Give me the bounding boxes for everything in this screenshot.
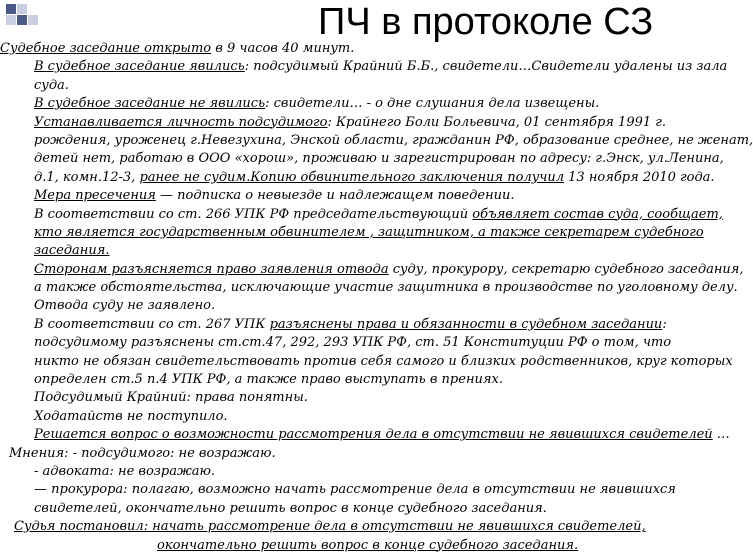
text-line [0, 279, 738, 297]
text-line [0, 206, 723, 224]
underlined-phrase: окончательно решить вопрос в конце судебного заседания. [157, 537, 579, 553]
text-span: В соответствии со ст. 267 УПК [34, 316, 270, 332]
underlined-phrase: заседания. [34, 243, 110, 259]
text-span: : свидетели… - о дне слушания дела извещены. [265, 96, 600, 112]
underlined-phrase: Судья постановил: начать рассмотрение дела в отсутствии не явившихся свидетелей, [14, 519, 646, 535]
text-line [0, 58, 728, 76]
text-span: 13 ноября 2010 года. [564, 169, 715, 185]
underlined-phrase: Мера пресечения [34, 188, 156, 204]
text-line [0, 132, 753, 150]
corner-decoration [0, 0, 60, 40]
text-span: Подсудимый Крайний: права понятны. [34, 390, 308, 406]
text-span: Отвода суду не заявлено. [34, 298, 216, 314]
text-span: Мнения: - подсудимого: не возражаю. [9, 445, 276, 461]
text-line [0, 408, 720, 426]
text-span: Ходатайств не поступило. [34, 408, 228, 424]
protocol-text [0, 40, 753, 555]
text-line [0, 224, 720, 242]
text-line [0, 187, 720, 205]
text-line [0, 426, 730, 444]
underlined-phrase: разъяснены права и обязанности в судебном заседании [269, 316, 663, 332]
text-span: суду, прокурору, секретарю судебного заседания, [388, 261, 744, 277]
underlined-phrase: Сторонам разъясняется право заявления отвода [34, 261, 389, 277]
underlined-phrase: Судебное заседание открыто [0, 41, 212, 56]
underlined-phrase: В судебное заседание не явились [34, 96, 266, 112]
text-line [0, 334, 720, 352]
text-span: : подсудимый Крайний Б.Б., свидетели…Свидетели удалены из зала [244, 59, 728, 75]
text-line [0, 389, 720, 407]
underlined-phrase: В судебное заседание явились [34, 59, 245, 75]
underlined-phrase: объявляет состав суда, сообщает, [472, 206, 723, 222]
text-span: свидетелей, окончательно решить вопрос в конце судебного заседания. [34, 500, 547, 516]
text-line [0, 371, 720, 389]
text-line [0, 114, 720, 132]
text-span: В соответствии со ст. 266 УПК РФ председательствующий [34, 206, 473, 222]
underlined-phrase: Устанавливается личность подсудимого [34, 114, 328, 130]
text-span: : [662, 316, 667, 332]
underlined-phrase: кто является государственным обвинителем , защитником, а также секретарем судебного [34, 224, 704, 240]
text-line [0, 77, 720, 95]
text-line [0, 481, 720, 499]
text-span: д.1, комн.12-3, [34, 169, 140, 185]
text-span: подсудимому разъяснены ст.ст.47, 292, 293 УПК РФ, ст. 51 Конституции РФ о том, что [34, 335, 672, 351]
text-line [0, 537, 720, 555]
text-span: суда. [34, 77, 69, 93]
text-span: в 9 часов 40 минут. [211, 41, 355, 56]
text-span: а также обстоятельства, исключающие участие защитника в производстве по уголовному делу. [34, 280, 738, 296]
text-span: : Крайнего Боли Больевича, 01 сентября 1991 г. [327, 114, 666, 130]
underlined-phrase: Решается вопрос о возможности рассмотрения дела в отсутствии не явившихся свидетелей [34, 427, 713, 443]
underlined-phrase: ранее не судим.Копию обвинительного заключения получил [139, 169, 565, 185]
text-line [0, 518, 720, 536]
text-span: рождения, уроженец г.Невезухина, Энской области, гражданин РФ, образование среднее, не женат, [34, 132, 753, 148]
text-line [0, 150, 724, 168]
text-line [0, 297, 720, 315]
text-line [0, 242, 720, 260]
text-line [0, 261, 744, 279]
text-line [0, 353, 733, 371]
text-line [0, 316, 720, 334]
text-span: определен ст.5 п.4 УПК РФ, а также право выступать в прениях. [34, 372, 503, 388]
text-line [0, 463, 720, 481]
slide-title: ПЧ в протоколе СЗ [318, 1, 654, 43]
text-line [0, 500, 720, 518]
text-span: никто не обязан свидетельствовать против себя самого и близких родственников, круг которых [34, 353, 733, 369]
text-span: … [712, 427, 730, 443]
text-line [0, 40, 720, 58]
text-line [0, 95, 720, 113]
text-line [0, 169, 720, 187]
text-span: — подписка о невыезде и надлежащем поведении. [155, 188, 515, 204]
text-span: - адвоката: не возражаю. [34, 463, 216, 479]
text-line [0, 445, 720, 463]
text-span: детей нет, работаю в ООО «хорош», проживаю и зарегистрирован по адресу: г.Энск, ул.Ленина, [34, 151, 724, 167]
text-span: — прокурора: полагаю, возможно начать рассмотрение дела в отсутствии не явившихся [34, 482, 676, 498]
